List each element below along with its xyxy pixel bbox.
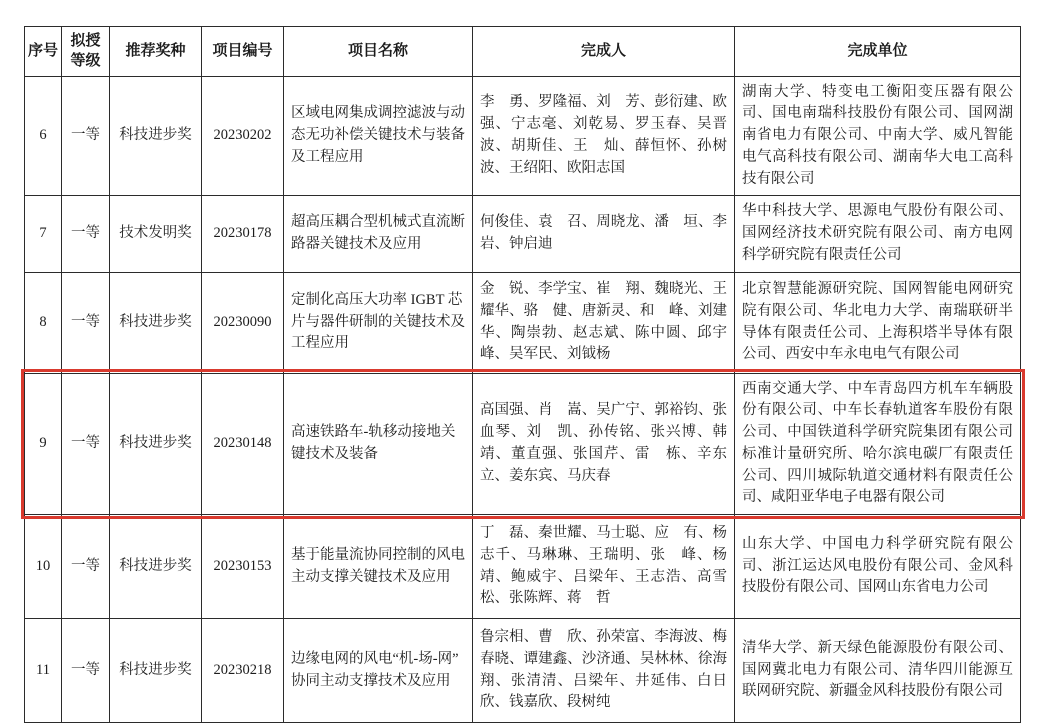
cell-award-type: 科技进步奖 — [110, 515, 202, 619]
cell-project-name: 高速铁路车-轨移动接地关键技术及装备 — [284, 373, 473, 515]
cell-completers: 金 锐、李学宝、崔 翔、魏晓光、王耀华、骆 健、唐新灵、和 峰、刘建华、陶崇勃、赵志斌、陈中圆、邱宇峰、吴军民、刘钺杨 — [473, 272, 735, 373]
cell-project-code: 20230148 — [202, 373, 284, 515]
cell-grade: 一等 — [62, 196, 110, 272]
table-row-11 — [25, 619, 1021, 723]
award-projects-table — [24, 26, 1021, 723]
col-header-project-code: 项目编号 — [202, 27, 284, 77]
cell-completers: 高国强、肖 嵩、吴广宁、郭裕钧、张血琴、刘 凯、孙传铭、张兴博、韩 靖、董直强、张国芹、雷 栋、辛东立、姜东宾、马庆春 — [473, 373, 735, 515]
col-header-organizations: 完成单位 — [735, 27, 1021, 77]
cell-completers: 李 勇、罗隆福、刘 芳、彭衍建、欧 强、宁志毫、刘乾易、罗玉春、吴晋波、胡斯佳、王 灿、薛恒怀、孙树波、王绍阳、欧阳志国 — [473, 76, 735, 196]
cell-completers: 鲁宗相、曹 欣、孙荣富、李海波、梅春晓、谭建鑫、沙济通、吴林林、徐海翔、张清清、吕梁年、井延伟、白日欣、钱嘉欣、段树纯 — [473, 619, 735, 723]
table-row-6 — [25, 76, 1021, 196]
cell-organizations: 北京智慧能源研究院、国网智能电网研究院有限公司、华北电力大学、南瑞联研半导体有限责任公司、上海积塔半导体有限公司、西安中车永电电气有限公司 — [735, 272, 1021, 373]
cell-project-name: 区域电网集成调控滤波与动态无功补偿关键技术与装备及工程应用 — [284, 76, 473, 196]
cell-serial: 9 — [25, 373, 62, 515]
cell-serial: 8 — [25, 272, 62, 373]
cell-serial: 6 — [25, 76, 62, 196]
col-header-serial: 序号 — [25, 27, 62, 77]
cell-project-name: 边缘电网的风电“机-场-网”协同主动支撑技术及应用 — [284, 619, 473, 723]
cell-completers: 丁 磊、秦世耀、马士聪、应 有、杨志千、马琳琳、王瑞明、张 峰、杨 靖、鲍威宇、吕梁年、王志浩、高雪松、张陈辉、蒋 哲 — [473, 515, 735, 619]
cell-award-type: 科技进步奖 — [110, 76, 202, 196]
cell-project-name: 超高压耦合型机械式直流断路器关键技术及应用 — [284, 196, 473, 272]
cell-organizations: 山东大学、中国电力科学研究院有限公司、浙江运达风电股份有限公司、金风科技股份有限公司、国网山东省电力公司 — [735, 515, 1021, 619]
cell-project-code: 20230218 — [202, 619, 284, 723]
col-header-award-type: 推荐奖种 — [110, 27, 202, 77]
cell-project-name: 基于能量流协同控制的风电主动支撑关键技术及应用 — [284, 515, 473, 619]
cell-grade: 一等 — [62, 619, 110, 723]
table-row-10 — [25, 515, 1021, 619]
cell-award-type: 技术发明奖 — [110, 196, 202, 272]
cell-organizations: 西南交通大学、中车青岛四方机车车辆股份有限公司、中车长春轨道客车股份有限公司、中国铁道科学研究院集团有限公司标准计量研究所、哈尔滨电碳厂有限责任公司、四川城际轨道交通材料有限责任公司、咸阳亚华电子电器有限公司 — [735, 373, 1021, 515]
cell-serial: 11 — [25, 619, 62, 723]
cell-project-code: 20230178 — [202, 196, 284, 272]
cell-organizations: 华中科技大学、思源电气股份有限公司、国网经济技术研究院有限公司、南方电网科学研究院有限责任公司 — [735, 196, 1021, 272]
cell-project-code: 20230153 — [202, 515, 284, 619]
cell-grade: 一等 — [62, 515, 110, 619]
cell-award-type: 科技进步奖 — [110, 373, 202, 515]
cell-project-code: 20230090 — [202, 272, 284, 373]
cell-grade: 一等 — [62, 76, 110, 196]
col-header-grade: 拟授等级 — [62, 27, 110, 77]
cell-completers: 何俊佳、袁 召、周晓龙、潘 垣、李 岩、钟启迪 — [473, 196, 735, 272]
cell-organizations: 清华大学、新天绿色能源股份有限公司、国网冀北电力有限公司、清华四川能源互联网研究院、新疆金风科技股份有限公司 — [735, 619, 1021, 723]
highlighted-table-row-9 — [25, 373, 1021, 515]
cell-serial: 7 — [25, 196, 62, 272]
col-header-project-name: 项目名称 — [284, 27, 473, 77]
cell-project-name: 定制化高压大功率 IGBT 芯片与器件研制的关键技术及工程应用 — [284, 272, 473, 373]
cell-project-code: 20230202 — [202, 76, 284, 196]
table-header-row — [25, 27, 1021, 77]
col-header-completers: 完成人 — [473, 27, 735, 77]
cell-award-type: 科技进步奖 — [110, 272, 202, 373]
cell-award-type: 科技进步奖 — [110, 619, 202, 723]
table-row-7 — [25, 196, 1021, 272]
cell-grade: 一等 — [62, 373, 110, 515]
cell-serial: 10 — [25, 515, 62, 619]
cell-organizations: 湖南大学、特变电工衡阳变压器有限公司、国电南瑞科技股份有限公司、国网湖南省电力有限公司、中南大学、威凡智能电气高科技有限公司、湖南华大电工高科技有限公司 — [735, 76, 1021, 196]
table-row-8 — [25, 272, 1021, 373]
cell-grade: 一等 — [62, 272, 110, 373]
